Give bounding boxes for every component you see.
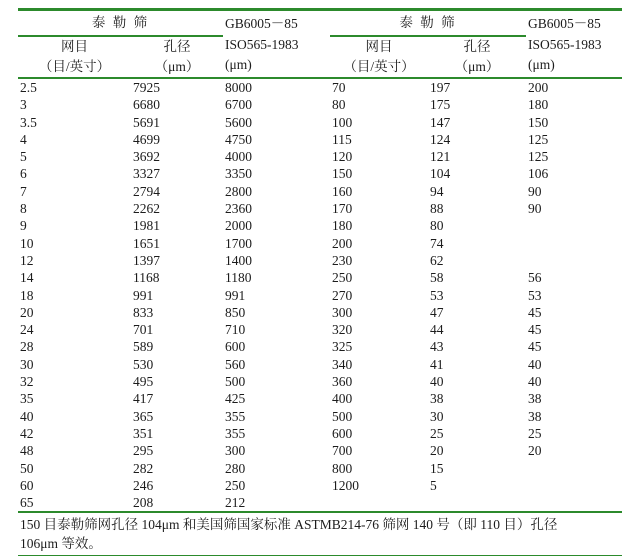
table-cell: 5 [430, 477, 437, 493]
table-cell: 1168 [133, 270, 160, 286]
table-cell: 4699 [133, 131, 160, 147]
group-header-gb-left [223, 10, 330, 79]
table-cell: 280 [225, 460, 246, 476]
table-cell: 15 [430, 460, 444, 476]
table-cell: 58 [430, 270, 444, 286]
table-cell: 18 [20, 287, 34, 303]
table-row [18, 408, 622, 425]
table-body [18, 78, 622, 511]
table-cell: 197 [430, 80, 451, 95]
table-cell: 1180 [225, 270, 252, 286]
table-cell: 246 [133, 477, 154, 493]
table-cell: 1397 [133, 252, 160, 268]
table-cell: 125 [528, 131, 549, 147]
table-cell: 38 [430, 391, 444, 407]
table-row [18, 96, 622, 113]
table-cell: 355 [225, 408, 246, 424]
table-cell: 90 [528, 201, 542, 217]
table-row [18, 304, 622, 321]
table-row [18, 131, 622, 148]
footnote-line-2: 106μm 等效。 [20, 536, 102, 552]
table-cell: 44 [430, 322, 444, 338]
table-cell: 41 [430, 356, 444, 372]
table-cell: 3350 [225, 166, 252, 182]
table-cell: 1400 [225, 252, 252, 268]
table-cell: 175 [430, 97, 451, 113]
table-cell: 300 [332, 304, 353, 320]
table-cell: 14 [20, 270, 34, 286]
table-cell: 270 [332, 287, 353, 303]
table-cell: 20 [430, 443, 444, 459]
table-cell: 62 [430, 252, 444, 268]
table-cell: 170 [332, 201, 353, 217]
table-cell: 4000 [225, 149, 252, 165]
table-cell: 50 [20, 460, 34, 476]
table-cell: 5691 [133, 114, 160, 130]
table-cell: 355 [225, 425, 246, 441]
table-row [18, 442, 622, 459]
table-cell: 2000 [225, 218, 252, 234]
table-cell: 30 [20, 356, 34, 372]
table-cell: 200 [332, 235, 353, 251]
table-row [18, 287, 622, 304]
table-cell: 40 [528, 356, 542, 372]
table-cell: 94 [430, 183, 444, 199]
table-cell: 7 [20, 183, 27, 199]
table-cell: 4 [20, 131, 27, 147]
table-cell: 500 [332, 408, 353, 424]
table-row [18, 269, 622, 286]
table-cell: 340 [332, 356, 353, 372]
table-cell: 417 [133, 391, 154, 407]
table-cell: 56 [528, 270, 542, 286]
table-cell: 180 [528, 97, 549, 113]
table-cell: 121 [430, 149, 451, 165]
table-cell: 560 [225, 356, 246, 372]
table-cell: 9 [20, 218, 27, 234]
table-row [18, 148, 622, 165]
table-cell: 710 [225, 322, 246, 338]
table-cell: 25 [430, 425, 444, 441]
table-cell: 6700 [225, 97, 252, 113]
table-cell: 147 [430, 114, 451, 130]
iso-standard-label: ISO565-1983 [528, 37, 602, 52]
footnote-line-1: 150 目泰勒筛网孔径 104μm 和美国筛国家标准 ASTMB214-76 筛网 140 号（即 110 目）孔径 [20, 517, 558, 533]
table-cell: 212 [225, 495, 246, 511]
column-header-mesh-left: 网目 [61, 39, 88, 54]
table-cell: 850 [225, 304, 246, 320]
table-row [18, 390, 622, 407]
table-cell: 7925 [133, 80, 160, 95]
table-cell: 1981 [133, 218, 160, 234]
table-row [18, 494, 622, 511]
table-cell: 991 [133, 287, 154, 303]
table-cell: 208 [133, 495, 154, 511]
table-cell: 42 [20, 425, 34, 441]
table-cell [526, 252, 622, 269]
table-row [18, 114, 622, 131]
table-cell: 295 [133, 443, 154, 459]
iso-standard-label: ISO565-1983 [225, 37, 299, 52]
table-cell: 10 [20, 235, 34, 251]
table-cell: 160 [332, 183, 353, 199]
table-row [18, 183, 622, 200]
table-cell: 70 [332, 80, 346, 95]
table-cell: 2794 [133, 183, 160, 199]
table-cell: 5600 [225, 114, 252, 130]
table-cell: 250 [332, 270, 353, 286]
table-cell: 60 [20, 477, 34, 493]
table-cell: 360 [332, 374, 353, 390]
table-cell: 25 [528, 425, 542, 441]
table-row [18, 200, 622, 217]
table-cell: 800 [332, 460, 353, 476]
table-cell: 325 [332, 339, 353, 355]
table-cell: 365 [133, 408, 154, 424]
table-cell: 250 [225, 477, 246, 493]
column-unit-mesh-right: （目/英寸） [330, 57, 428, 78]
table-cell: 200 [528, 80, 549, 95]
table-cell: 124 [430, 131, 451, 147]
table-cell: 320 [332, 322, 353, 338]
table-cell: 53 [528, 287, 542, 303]
sieve-table [18, 8, 622, 511]
sieve-comparison-table [18, 8, 622, 556]
table-cell [526, 477, 622, 494]
table-cell: 90 [528, 183, 542, 199]
table-cell: 47 [430, 304, 444, 320]
table-row [18, 373, 622, 390]
column-header-aperture-left: 孔径 [163, 39, 191, 54]
table-cell: 8000 [225, 80, 252, 95]
table-row [18, 165, 622, 182]
table-cell: 88 [430, 201, 444, 217]
gb-unit-label: (μm) [528, 57, 555, 72]
table-cell: 282 [133, 460, 154, 476]
table-cell: 104 [430, 166, 451, 182]
table-cell: 74 [430, 235, 444, 251]
table-cell: 991 [225, 287, 246, 303]
column-unit-aperture-right: （μm） [428, 57, 526, 78]
table-cell: 125 [528, 149, 549, 165]
table-cell: 530 [133, 356, 154, 372]
table-row [18, 252, 622, 269]
table-cell: 230 [332, 252, 353, 268]
table-cell: 495 [133, 374, 154, 390]
column-unit-aperture-left: （μm） [131, 57, 223, 78]
table-cell: 700 [332, 443, 353, 459]
table-cell: 40 [528, 374, 542, 390]
table-cell: 1700 [225, 235, 252, 251]
table-cell: 833 [133, 304, 154, 320]
table-cell [526, 217, 622, 234]
table-cell: 30 [430, 408, 444, 424]
table-cell: 28 [20, 339, 34, 355]
table-cell: 3 [20, 97, 27, 113]
table-cell [526, 235, 622, 252]
table-row [18, 460, 622, 477]
table-cell: 100 [332, 114, 353, 130]
table-cell: 500 [225, 374, 246, 390]
table-cell: 20 [20, 304, 34, 320]
table-cell: 40 [430, 374, 444, 390]
table-cell: 300 [225, 443, 246, 459]
table-cell [526, 460, 622, 477]
gb-unit-label: (μm) [225, 57, 252, 72]
table-row [18, 338, 622, 355]
table-cell: 38 [528, 408, 542, 424]
table-cell [330, 494, 428, 511]
gb-standard-label: GB6005－85 [225, 16, 298, 31]
table-cell: 6 [20, 166, 27, 182]
table-row [18, 217, 622, 234]
table-row [18, 477, 622, 494]
table-cell: 80 [332, 97, 346, 113]
table-cell: 12 [20, 252, 34, 268]
group-header-gb-right [526, 10, 622, 79]
table-cell: 701 [133, 322, 154, 338]
group-header-taylor-left: 泰 勒 筛 [18, 10, 223, 37]
table-cell: 6680 [133, 97, 160, 113]
table-cell: 2800 [225, 183, 252, 199]
table-row [18, 321, 622, 338]
table-cell: 5 [20, 149, 27, 165]
table-cell: 45 [528, 304, 542, 320]
table-cell: 2262 [133, 201, 160, 217]
table-cell: 3.5 [20, 114, 37, 130]
column-unit-mesh-left: （目/英寸） [18, 57, 131, 78]
table-cell: 3692 [133, 149, 160, 165]
table-cell: 80 [430, 218, 444, 234]
table-row [18, 425, 622, 442]
footnote [18, 511, 622, 556]
table-cell: 45 [528, 339, 542, 355]
table-cell: 600 [225, 339, 246, 355]
table-cell [428, 494, 526, 511]
table-cell: 53 [430, 287, 444, 303]
table-cell: 180 [332, 218, 353, 234]
table-row [18, 356, 622, 373]
table-cell: 400 [332, 391, 353, 407]
table-cell: 120 [332, 149, 353, 165]
table-cell: 43 [430, 339, 444, 355]
column-header-mesh-right: 网目 [365, 39, 393, 54]
table-cell: 351 [133, 425, 154, 441]
table-cell [526, 494, 622, 511]
table-cell: 150 [528, 114, 549, 130]
table-cell: 48 [20, 443, 34, 459]
table-cell: 1651 [133, 235, 160, 251]
table-cell: 38 [528, 391, 542, 407]
table-cell: 4750 [225, 131, 252, 147]
table-cell: 8 [20, 201, 27, 217]
table-cell: 35 [20, 391, 34, 407]
column-header-aperture-right: 孔径 [463, 39, 491, 54]
table-cell: 3327 [133, 166, 160, 182]
table-cell: 1200 [332, 477, 359, 493]
table-cell: 150 [332, 166, 353, 182]
table-cell: 65 [20, 495, 34, 511]
table-cell: 589 [133, 339, 154, 355]
table-cell: 40 [20, 408, 34, 424]
table-cell: 32 [20, 374, 34, 390]
table-cell: 45 [528, 322, 542, 338]
table-cell: 2360 [225, 201, 252, 217]
table-cell: 106 [528, 166, 549, 182]
table-header [18, 10, 622, 79]
table-cell: 115 [332, 131, 352, 147]
table-cell: 20 [528, 443, 542, 459]
table-cell: 2.5 [20, 80, 37, 95]
table-cell: 600 [332, 425, 353, 441]
table-row [18, 235, 622, 252]
table-row [18, 78, 622, 96]
table-cell: 24 [20, 322, 34, 338]
group-header-taylor-right: 泰 勒 筛 [330, 10, 526, 37]
table-cell: 425 [225, 391, 246, 407]
gb-standard-label: GB6005－85 [528, 16, 601, 31]
